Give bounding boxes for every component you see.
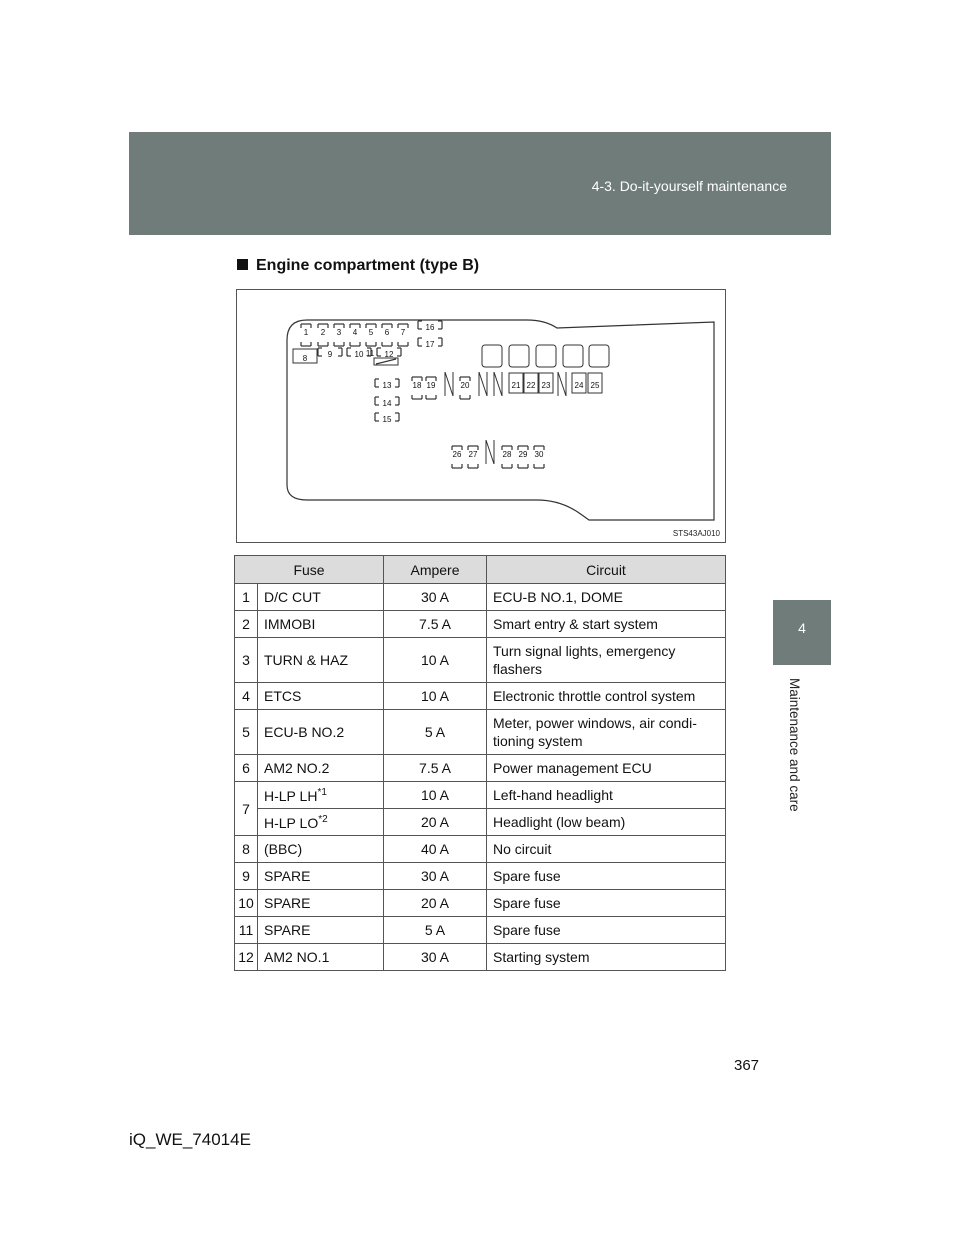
fuse-number: 6 — [235, 755, 258, 782]
fuse-circuit: Spare fuse — [487, 890, 726, 917]
fuse-name-text: H-LP LH — [264, 787, 318, 804]
fuse-circuit: Headlight (low beam) — [487, 809, 726, 836]
square-bullet-icon — [237, 259, 248, 270]
fuse-label: 14 — [382, 399, 392, 408]
fuse-label: 18 — [412, 381, 422, 390]
fuse-ampere: 7.5 A — [384, 755, 487, 782]
table-row — [235, 584, 726, 611]
fuse-slot-5 — [366, 324, 376, 346]
fuse-number: 8 — [235, 836, 258, 863]
fuse-label: 13 — [382, 381, 392, 390]
fuse-label: 21 — [511, 381, 521, 390]
fuse-diagonal — [376, 359, 396, 364]
fuse-name: SPARE — [258, 890, 384, 917]
heading-text: Engine compartment (type B) — [256, 257, 480, 274]
header-circuit: Circuit — [487, 556, 726, 584]
fuse-ampere: 10 A — [384, 683, 487, 710]
relay-block-5 — [589, 345, 609, 367]
circuit-line-1: Meter, power windows, air condi- — [493, 715, 697, 731]
fuse-slot-17 — [418, 338, 442, 349]
fuse-ampere: 20 A — [384, 809, 487, 836]
fuse-circuit: Spare fuse — [487, 863, 726, 890]
fuse-slot-15 — [375, 413, 399, 424]
fuse-number: 10 — [235, 890, 258, 917]
table-row — [235, 638, 726, 683]
header-ampere: Ampere — [384, 556, 487, 584]
fuse-name-text: H-LP LO — [264, 814, 319, 831]
fuse-circuit: Smart entry & start system — [487, 611, 726, 638]
fuse-slot-23 — [539, 373, 553, 393]
section-heading — [237, 257, 479, 275]
footnote-marker: *2 — [318, 813, 328, 825]
document-code: iQ_WE_74014E — [129, 1130, 251, 1149]
fuse-ampere: 5 A — [384, 917, 487, 944]
footnote-marker: *1 — [317, 786, 327, 798]
fuse-ampere: 20 A — [384, 890, 487, 917]
chapter-label: Maintenance and care — [787, 678, 802, 812]
fuse-circuit: Starting system — [487, 944, 726, 971]
fuse-label: 30 — [534, 450, 544, 459]
fuse-name: TURN & HAZ — [258, 638, 384, 683]
fuse-box-drawing — [237, 290, 725, 542]
fuse-label: 22 — [526, 381, 536, 390]
fuse-name: D/C CUT — [258, 584, 384, 611]
fuse-label: 28 — [502, 450, 512, 459]
fuse-circuit: ECU-B NO.1, DOME — [487, 584, 726, 611]
fuse-slot-18 — [412, 377, 422, 399]
fuse-slot-16 — [418, 321, 442, 332]
fuse-ampere: 7.5 A — [384, 611, 487, 638]
table-row — [235, 890, 726, 917]
chapter-number: 4 — [798, 620, 806, 636]
fuse-slot-3 — [334, 324, 344, 346]
fuse-label: 27 — [468, 450, 478, 459]
fuse-ampere: 30 A — [384, 584, 487, 611]
fuse-slot-1 — [301, 324, 311, 346]
fuse-label: 6 — [384, 328, 390, 337]
table-row — [235, 944, 726, 971]
fuse-circuit: Power management ECU — [487, 755, 726, 782]
fuse-slot-6 — [382, 324, 392, 346]
fuse-label: 26 — [452, 450, 462, 459]
chapter-label-container — [780, 678, 824, 978]
fuse-slot-29 — [518, 446, 528, 468]
blank-slot-4 — [558, 372, 566, 396]
blank-slot-1 — [445, 372, 453, 396]
fuse-label: 4 — [352, 328, 358, 337]
fuse-label: 3 — [336, 328, 342, 337]
fuse-table — [234, 555, 726, 971]
fuse-ampere: 40 A — [384, 836, 487, 863]
fuse-number: 5 — [235, 710, 258, 755]
fuse-name: SPARE — [258, 863, 384, 890]
fuse-circuit: Spare fuse — [487, 917, 726, 944]
circuit-line-2: tioning system — [493, 733, 583, 749]
table-row — [235, 755, 726, 782]
section-header-bar — [129, 132, 831, 235]
fuse-slot-14 — [375, 397, 399, 408]
circuit-line-2: flashers — [493, 661, 543, 677]
fuse-slot-26 — [452, 446, 462, 468]
fuse-circuit — [487, 710, 726, 755]
fuse-circuit: No circuit — [487, 836, 726, 863]
blank-slot-3 — [494, 372, 502, 396]
fuse-ampere: 10 A — [384, 638, 487, 683]
fuse-name: AM2 NO.2 — [258, 755, 384, 782]
fuse-slot-21 — [509, 373, 523, 393]
fuse-label: 2 — [320, 328, 326, 337]
fuse-slot-22 — [524, 373, 538, 393]
circuit-line-1: Turn signal lights, emergency — [493, 643, 676, 659]
fuse-label: 8 — [302, 354, 308, 363]
fuse-slot-4 — [350, 324, 360, 346]
fuse-label: 16 — [425, 323, 435, 332]
chapter-tab[interactable] — [773, 600, 831, 665]
fuse-name: SPARE — [258, 917, 384, 944]
fuse-circuit: Electronic throttle control system — [487, 683, 726, 710]
fuse-circuit: Left-hand headlight — [487, 782, 726, 809]
fuse-label: 9 — [327, 350, 333, 359]
fuse-label: 29 — [518, 450, 528, 459]
table-row — [235, 611, 726, 638]
fuse-label: 11 — [365, 349, 375, 358]
header-fuse: Fuse — [235, 556, 384, 584]
fuse-label: 10 — [354, 350, 364, 359]
fuse-label: 17 — [425, 340, 435, 349]
table-row — [235, 836, 726, 863]
fuse-name: (BBC) — [258, 836, 384, 863]
table-row — [235, 782, 726, 809]
fuse-number: 1 — [235, 584, 258, 611]
fuse-name: ECU-B NO.2 — [258, 710, 384, 755]
fuse-name: AM2 NO.1 — [258, 944, 384, 971]
fuse-number: 9 — [235, 863, 258, 890]
fuse-number: 2 — [235, 611, 258, 638]
fuse-number: 11 — [235, 917, 258, 944]
fuse-slot-30 — [534, 446, 544, 468]
fuse-ampere: 5 A — [384, 710, 487, 755]
fuse-slot-24 — [572, 373, 586, 393]
fuse-label: 5 — [368, 328, 374, 337]
fuse-slot-9 — [318, 348, 342, 359]
relay-block-2 — [509, 345, 529, 367]
table-row — [235, 683, 726, 710]
fuse-number: 4 — [235, 683, 258, 710]
relay-block-4 — [563, 345, 583, 367]
fuse-name — [258, 809, 384, 836]
fuse-label: 23 — [541, 381, 551, 390]
fuse-label: 12 — [384, 350, 394, 359]
fuse-circuit — [487, 638, 726, 683]
fuse-label: 20 — [460, 381, 470, 390]
fuse-label: 25 — [590, 381, 600, 390]
table-row — [235, 863, 726, 890]
fuse-slot-8 — [293, 349, 317, 363]
fuse-ampere: 30 A — [384, 944, 487, 971]
fuse-name — [258, 782, 384, 809]
fuse-ampere: 10 A — [384, 782, 487, 809]
fuse-slot-7 — [398, 324, 408, 346]
blank-slot-5 — [486, 440, 494, 464]
fuse-label: 1 — [303, 328, 309, 337]
fuse-ampere: 30 A — [384, 863, 487, 890]
table-row — [235, 809, 726, 836]
fuse-label: 7 — [400, 328, 406, 337]
table-header-row — [235, 556, 726, 584]
page-number: 367 — [734, 1057, 760, 1074]
table-row — [235, 917, 726, 944]
fuse-slot-25 — [588, 373, 602, 393]
fuse-box-diagram — [236, 289, 726, 543]
fuse-slot-19 — [426, 377, 436, 399]
section-title: 4-3. Do-it-yourself maintenance — [591, 178, 787, 194]
fuse-label: 15 — [382, 415, 392, 424]
fuse-slot-12 — [377, 348, 401, 359]
fuse-slot-13 — [375, 379, 399, 390]
fuse-name: IMMOBI — [258, 611, 384, 638]
fuse-slot-20 — [460, 377, 470, 399]
fuse-slot-2 — [318, 324, 328, 346]
fuse-number: 12 — [235, 944, 258, 971]
fuse-number: 3 — [235, 638, 258, 683]
fuse-number: 7 — [235, 782, 258, 836]
fuse-slot-28 — [502, 446, 512, 468]
fuse-slot-27 — [468, 446, 478, 468]
fuse-box-outline — [287, 320, 714, 520]
blank-slot-2 — [479, 372, 487, 396]
figure-code: STS43AJ010 — [672, 529, 720, 538]
relay-block-3 — [536, 345, 556, 367]
table-row — [235, 710, 726, 755]
relay-block-1 — [482, 345, 502, 367]
fuse-name: ETCS — [258, 683, 384, 710]
fuse-label: 19 — [426, 381, 436, 390]
fuse-label: 24 — [574, 381, 584, 390]
